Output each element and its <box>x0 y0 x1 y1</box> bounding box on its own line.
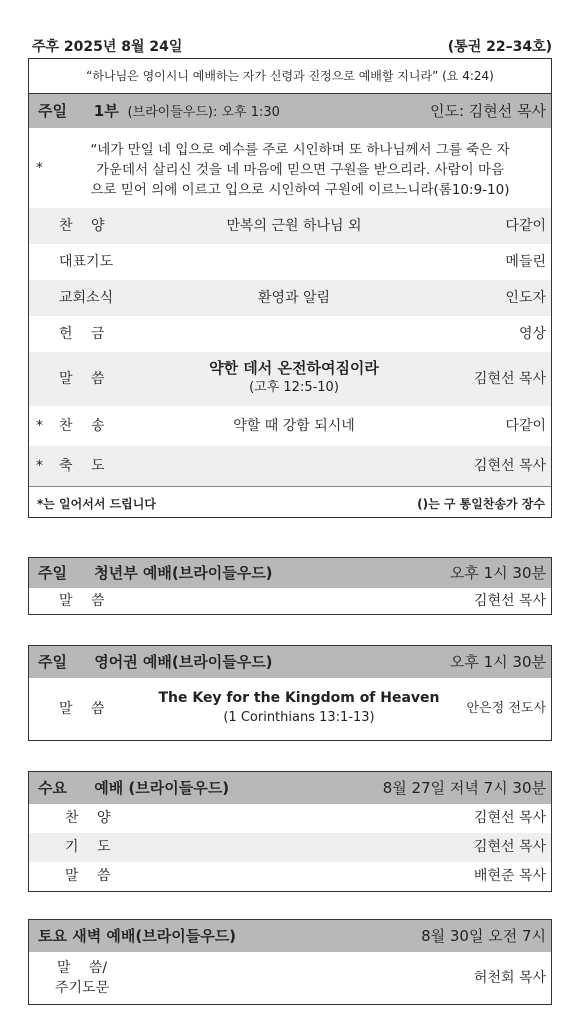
order-label: 교회소식 <box>59 290 114 306</box>
order-row-sermon <box>29 352 551 406</box>
order-label: 축 도 <box>59 458 105 474</box>
order-row <box>29 208 551 244</box>
youth-day: 주일 <box>38 564 67 582</box>
wednesday-row-label: 찬 양 <box>65 810 111 826</box>
wednesday-row-leader: 김현선 목사 <box>473 839 546 855</box>
service1-leader: 인도: 김현선 목사 <box>429 102 546 120</box>
order-content: 약할 때 강함 되시네 <box>233 418 355 434</box>
wednesday-header <box>29 772 551 804</box>
order-content: 만복의 근원 하나님 외 <box>226 218 362 234</box>
youth-row-label: 말 씀 <box>59 593 105 609</box>
bulletin-issue: (통권 22–34호) <box>447 39 552 55</box>
service1-place-time: (브라이들우드): 오후 1:30 <box>127 105 280 120</box>
theme-verse: “하나님은 영이시니 예배하는 자가 신령과 진정으로 예배할 지니라” (요 4:24) <box>29 59 551 94</box>
youth-service-box <box>28 557 552 615</box>
wednesday-time: 8월 27일 저녁 7시 30분 <box>382 779 546 797</box>
order-label: 대표기도 <box>59 254 114 270</box>
saturday-row-leader: 허천회 목사 <box>473 970 546 986</box>
english-row-label: 말 씀 <box>59 701 105 717</box>
order-leader: 인도자 <box>505 290 546 306</box>
english-title: 영어권 예배(브라이들우드) <box>94 653 273 671</box>
english-sermon-title: The Key for the Kingdom of Heaven <box>158 690 440 706</box>
order-leader: 메들린 <box>505 254 546 270</box>
opening-scripture <box>29 128 551 208</box>
youth-time: 오후 1시 30분 <box>449 564 546 582</box>
order-leader: 다같이 <box>505 418 546 434</box>
youth-row-leader: 김현선 목사 <box>473 593 546 609</box>
youth-header <box>29 558 551 588</box>
english-sermon-reference: (1 Corinthians 13:1-13) <box>223 710 375 725</box>
scripture-line: 가운데서 살리신 것을 네 마음에 믿으면 구원을 받으리라. 사람이 마음 <box>95 162 505 178</box>
saturday-row-label: 말 씀/ <box>56 960 108 976</box>
order-row <box>29 316 551 352</box>
wednesday-title: 예배 (브라이들우드) <box>94 779 230 797</box>
english-day: 주일 <box>38 653 67 671</box>
wednesday-row-label: 기 도 <box>65 839 111 855</box>
saturday-title: 토요 새벽 예배(브라이들우드) <box>38 927 237 945</box>
scripture-line: “네가 만일 네 입으로 예수를 주로 시인하며 또 하나님께서 그를 죽은 자 <box>90 142 510 158</box>
order-label: 찬 송 <box>59 418 105 434</box>
wednesday-row-leader: 김현선 목사 <box>473 810 546 826</box>
english-preacher: 안은정 전도사 <box>466 701 546 716</box>
standing-note: *는 일어서서 드립니다 <box>37 497 156 511</box>
order-label: 헌 금 <box>59 326 105 342</box>
order-row <box>29 244 551 280</box>
youth-row <box>29 588 551 614</box>
english-service-box <box>28 645 552 741</box>
saturday-service-box <box>28 919 552 1005</box>
english-header <box>29 646 551 678</box>
order-label: 찬 양 <box>59 218 105 234</box>
english-time: 오후 1시 30분 <box>449 653 546 671</box>
saturday-row-label: 주기도문 <box>55 980 110 996</box>
wednesday-row-label: 말 씀 <box>65 868 111 884</box>
bulletin-date: 주후 2025년 8월 24일 <box>32 39 183 55</box>
standing-marker: * <box>36 458 43 474</box>
order-row <box>29 406 551 446</box>
order-leader: 김현선 목사 <box>473 371 546 387</box>
english-sermon-row <box>29 678 551 740</box>
standing-marker: * <box>36 418 43 434</box>
order-content: 환영과 알림 <box>257 290 331 306</box>
hymnal-note: ()는 구 통일찬송가 장수 <box>417 497 545 511</box>
scripture-line: 으로 믿어 의에 이르고 입으로 시인하여 구원에 이르느니라(롬10:9-10) <box>90 182 510 198</box>
sermon-reference: (고후 12:5-10) <box>249 380 339 395</box>
sermon-title: 약한 데서 온전하여짐이라 <box>209 359 379 377</box>
main-service-box <box>28 58 552 518</box>
order-label: 말 씀 <box>59 371 105 387</box>
bulletin-header <box>28 36 554 56</box>
order-leader: 영상 <box>518 326 546 342</box>
wednesday-day: 수요 <box>38 779 67 797</box>
saturday-time: 8월 30일 오전 7시 <box>421 927 546 945</box>
wednesday-row <box>29 804 551 833</box>
wednesday-row-leader: 배현준 목사 <box>473 868 546 884</box>
service1-part: 1부 <box>93 102 119 120</box>
saturday-row <box>29 952 551 1004</box>
saturday-header <box>29 920 551 952</box>
order-row <box>29 446 551 486</box>
order-row <box>29 280 551 316</box>
youth-title: 청년부 예배(브라이들우드) <box>94 564 273 582</box>
order-leader: 김현선 목사 <box>473 458 546 474</box>
wednesday-service-box <box>28 771 552 892</box>
wednesday-row <box>29 833 551 862</box>
standing-marker: * <box>36 160 43 176</box>
service1-day: 주일 <box>38 102 67 120</box>
service1-footer <box>29 486 551 517</box>
order-leader: 다같이 <box>505 218 546 234</box>
wednesday-row <box>29 862 551 891</box>
service1-header <box>29 94 551 128</box>
